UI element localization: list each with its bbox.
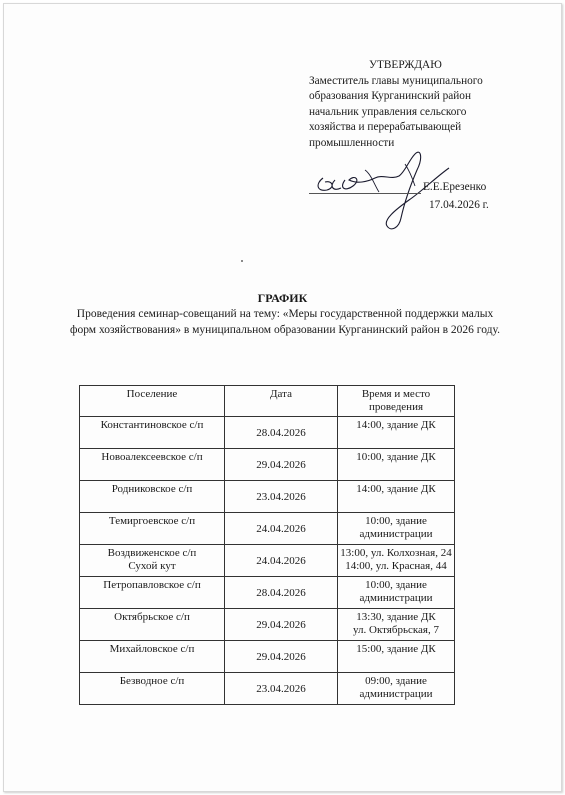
cell-time-place: 09:00, здание администрации xyxy=(338,673,455,705)
header-time-place: Время и место проведения xyxy=(338,386,455,417)
cell-settlement: Темиргоевское с/п xyxy=(80,513,225,545)
table-row xyxy=(80,641,455,673)
cell-time-place: 10:00, здание администрации xyxy=(338,577,455,609)
table-row xyxy=(80,609,455,641)
cell-date: 29.04.2026 xyxy=(225,449,338,481)
cell-date: 23.04.2026 xyxy=(225,481,338,513)
table-row xyxy=(80,673,455,705)
table-row xyxy=(80,545,455,577)
cell-settlement: Родниковское с/п xyxy=(80,481,225,513)
table-row xyxy=(80,449,455,481)
cell-date: 29.04.2026 xyxy=(225,641,338,673)
cell-time-place: 14:00, здание ДК xyxy=(338,417,455,449)
cell-time-place: 10:00, здание ДК xyxy=(338,449,455,481)
cell-date: 24.04.2026 xyxy=(225,545,338,577)
approval-line: хозяйства и перерабатывающей xyxy=(309,121,462,133)
approval-line: начальник управления сельского xyxy=(309,105,467,118)
approval-heading: УТВЕРЖДАЮ xyxy=(369,59,442,71)
document-subtitle: Проведения семинар-совещаний на тему: «Меры государственной поддержки малых форм хозяйствования» в муниципальном образовании Курганинский район в 2026 году. xyxy=(70,308,500,336)
header-settlement: Поселение xyxy=(80,386,225,417)
cell-date: 24.04.2026 xyxy=(225,513,338,545)
cell-settlement: Октябрьское с/п xyxy=(80,609,225,641)
header-date: Дата xyxy=(225,386,338,417)
cell-time-place: 10:00, здание администрации xyxy=(338,513,455,545)
cell-date: 29.04.2026 xyxy=(225,609,338,641)
document-title: ГРАФИК xyxy=(257,291,308,305)
cell-date: 23.04.2026 xyxy=(225,673,338,705)
cell-settlement: Михайловское с/п xyxy=(80,641,225,673)
approval-line: промышленности xyxy=(309,136,395,149)
table-row xyxy=(80,577,455,609)
approval-block xyxy=(309,58,549,151)
cell-time-place: 15:00, здание ДК xyxy=(338,641,455,673)
cell-time-place: 13:00, ул. Колхозная, 24 14:00, ул. Красная, 44 xyxy=(338,545,455,577)
table-header-row xyxy=(80,386,455,417)
cell-settlement: Новоалексеевское с/п xyxy=(80,449,225,481)
cell-settlement: Константиновское с/п xyxy=(80,417,225,449)
approval-date: 17.04.2026 г. xyxy=(429,199,489,211)
table-row xyxy=(80,417,455,449)
scan-speck xyxy=(241,260,243,262)
cell-date: 28.04.2026 xyxy=(225,577,338,609)
cell-settlement: Петропавловское с/п xyxy=(80,577,225,609)
cell-settlement: Безводное с/п xyxy=(80,673,225,705)
signature-line xyxy=(309,193,421,194)
table-row xyxy=(80,513,455,545)
cell-settlement: Воздвиженское с/п Сухой кут xyxy=(80,545,225,577)
signer-name: Е.Е.Ерезенко xyxy=(423,181,487,193)
cell-time-place: 14:00, здание ДК xyxy=(338,481,455,513)
table-row xyxy=(80,481,455,513)
schedule-table xyxy=(79,385,455,705)
cell-date: 28.04.2026 xyxy=(225,417,338,449)
cell-time-place: 13:30, здание ДК ул. Октябрьская, 7 xyxy=(338,609,455,641)
approval-line: образования Курганинский район xyxy=(309,90,472,102)
approval-line: Заместитель главы муниципального xyxy=(309,74,483,87)
